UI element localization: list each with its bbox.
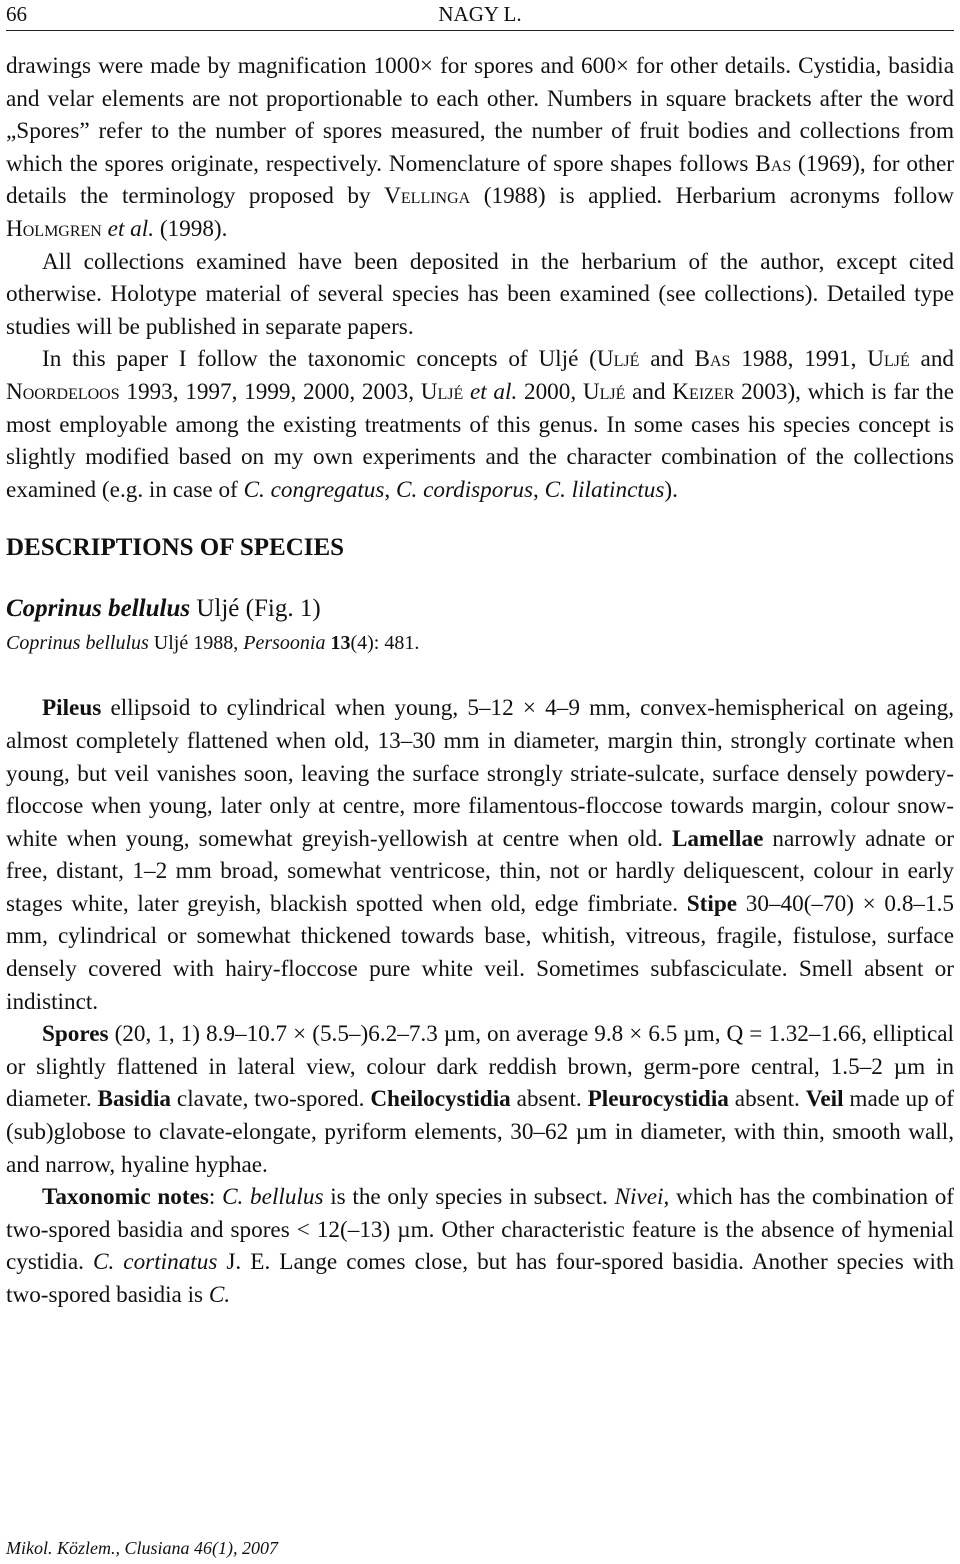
author-name: Bas bbox=[694, 346, 731, 373]
text-run: , which has the combination of two-spored basidia and spores < 12(–13) µm. Other characteristic feature is the absence of hymenial cystidia. bbox=[6, 1184, 955, 1276]
citation-author-year: Uljé 1988, bbox=[148, 632, 244, 655]
page-header bbox=[6, 0, 954, 31]
text-run: (1988) is applied. Herbarium acronyms follow bbox=[470, 183, 954, 210]
author-name: Keizer bbox=[672, 378, 735, 405]
basidia-label: Basidia bbox=[97, 1086, 172, 1113]
author-name: Uljé bbox=[582, 378, 626, 405]
citation-name: Coprinus bellulus bbox=[6, 632, 149, 655]
article-body bbox=[6, 50, 954, 1312]
author-name: Vellinga bbox=[384, 183, 471, 210]
species-title bbox=[6, 593, 954, 625]
text-run: 1993, 1997, 1999, 2000, 2003, bbox=[119, 378, 421, 405]
text-run: and bbox=[625, 378, 673, 405]
pileus-label: Pileus bbox=[42, 695, 102, 722]
species-name: C. cordisporus bbox=[396, 476, 534, 503]
pleurocystidia-text: absent. bbox=[728, 1086, 806, 1113]
text-run: 1988, 1991, bbox=[730, 346, 868, 373]
page-footer: Mikol. Közlem., Clusiana 46(1), 2007 bbox=[6, 1538, 278, 1558]
stipe-label: Stipe bbox=[686, 890, 738, 917]
text-run: (1998). bbox=[154, 215, 228, 242]
macro-description bbox=[6, 692, 954, 1018]
lamellae-text: narrowly adnate or free, distant, 1–2 mm broad, somewhat ventricose, thin, not or hardly deliquescent, colour in early stages white, later greyish, blackish spotted when old, edge fimbriate. bbox=[6, 825, 954, 917]
text-run: (1969), for other details the terminology proposed by bbox=[6, 150, 954, 210]
species-citation bbox=[6, 629, 954, 657]
cheilocystidia-text: absent. bbox=[510, 1086, 588, 1113]
spores-text: (20, 1, 1) 8.9–10.7 × (5.5–)6.2–7.3 µm, on average 9.8 × 6.5 µm, Q = 1.32–1.66, elliptical or slightly flattened in lateral view, colour dark reddish brown, germ-pore central, 1.5–2 µm in diameter. bbox=[6, 1021, 954, 1113]
text-run: , bbox=[384, 476, 397, 503]
micro-description bbox=[6, 1018, 954, 1181]
cheilocystidia-label: Cheilocystidia bbox=[370, 1086, 511, 1113]
spores-label: Spores bbox=[42, 1021, 109, 1048]
pleurocystidia-label: Pleurocystidia bbox=[587, 1086, 729, 1113]
text-run: In this paper I follow the taxonomic concepts of Uljé ( bbox=[42, 346, 597, 373]
taxonomic-notes bbox=[6, 1181, 954, 1311]
section-heading: DESCRIPTIONS OF SPECIES bbox=[6, 534, 345, 562]
species-name: C. bbox=[208, 1282, 231, 1308]
text-run: , bbox=[533, 476, 545, 503]
author-name: Uljé bbox=[596, 346, 640, 373]
intro-paragraph-1 bbox=[6, 50, 954, 246]
et-al: et al. bbox=[463, 378, 518, 405]
citation-volume: 13 bbox=[330, 632, 351, 655]
text-run: is the only species in subsect. bbox=[323, 1184, 615, 1211]
stipe-text: 30–40(–70) × 0.8–1.5 mm, cylindrical or somewhat thickened towards base, whitish, vitreous, fragile, fistulose, surface densely covered with hairy-floccose pure white veil. Sometimes subfasciculate. Smell absent or indistinct. bbox=[6, 890, 954, 1015]
text-run: drawings were made by magnification 1000× for spores and 600× for other details. Cystidia, basidia and velar elements are not proportionable to each other. Numbers in square brackets after the word „Spores” refer to the number of spores measured, the number of fruit bodies and collections from which the spores originate, respectively. Nomenclature of spore shapes follows bbox=[6, 53, 954, 177]
veil-text: made up of (sub)globose to clavate-elongate, pyriform elements, 30–62 µm in diameter, with thin, smooth wall, and narrow, hyaline hyphae. bbox=[6, 1086, 954, 1178]
veil-label: Veil bbox=[805, 1086, 844, 1113]
author-name: Uljé bbox=[867, 346, 910, 373]
text-run: and bbox=[639, 346, 695, 373]
text-run: and bbox=[909, 346, 955, 373]
species-title-name: Coprinus bellulus bbox=[6, 595, 191, 623]
running-head: NAGY L. bbox=[438, 2, 522, 26]
lamellae-label: Lamellae bbox=[671, 825, 764, 852]
author-name: Noordeloos bbox=[6, 378, 120, 405]
text-run: : bbox=[208, 1184, 223, 1211]
author-name: Holmgren bbox=[6, 215, 102, 242]
author-name: Uljé bbox=[420, 378, 464, 405]
text-run: 2003), which is far the most employable among the existing treatments of this genus. In some cases his species concept is slightly modified based on my own experiments and the character combination of the collections examined (e.g. in case of bbox=[6, 378, 955, 503]
author-name: Bas bbox=[755, 150, 792, 177]
text-run: ). bbox=[664, 476, 678, 503]
species-name: C. congregatus bbox=[243, 476, 385, 503]
intro-paragraph-3 bbox=[6, 343, 954, 506]
text-run: 2000, bbox=[517, 378, 583, 405]
citation-issue-pages: (4): 481. bbox=[350, 632, 420, 655]
species-name: C. bellulus bbox=[222, 1184, 324, 1211]
intro-paragraph-2: All collections examined have been deposited in the herbarium of the author, except cited otherwise. Holotype material of several species has been examined (see collections). Detailed type studies will be published in separate papers. bbox=[6, 248, 954, 340]
species-name: C. cortinatus bbox=[92, 1249, 218, 1276]
species-name: C. lilatinctus bbox=[544, 476, 665, 503]
taxonomic-notes-label: Taxonomic notes bbox=[42, 1184, 209, 1211]
species-title-author: Uljé (Fig. 1) bbox=[190, 595, 321, 623]
text-run: J. E. Lange comes close, but has four-spored basidia. Another species with two-spored basidia is bbox=[6, 1249, 954, 1308]
et-al: et al. bbox=[101, 215, 155, 242]
pileus-text: ellipsoid to cylindrical when young, 5–12 × 4–9 mm, convex-hemispherical on ageing, almost completely flattened when old, 13–30 mm in diameter, margin thin, strongly cortinate when young, but veil vanishes soon, leaving the surface strongly striate-sulcate, surface densely powdery-floccose when young, later only at centre, more filamentous-floccose towards margin, colour snow-white when young, somewhat greyish-yellowish at centre when old. bbox=[6, 695, 954, 852]
subsection-name: Nivei bbox=[614, 1184, 664, 1211]
page-number: 66 bbox=[6, 2, 27, 26]
citation-journal: Persoonia bbox=[243, 632, 326, 655]
basidia-text: clavate, two-spored. bbox=[171, 1086, 371, 1113]
